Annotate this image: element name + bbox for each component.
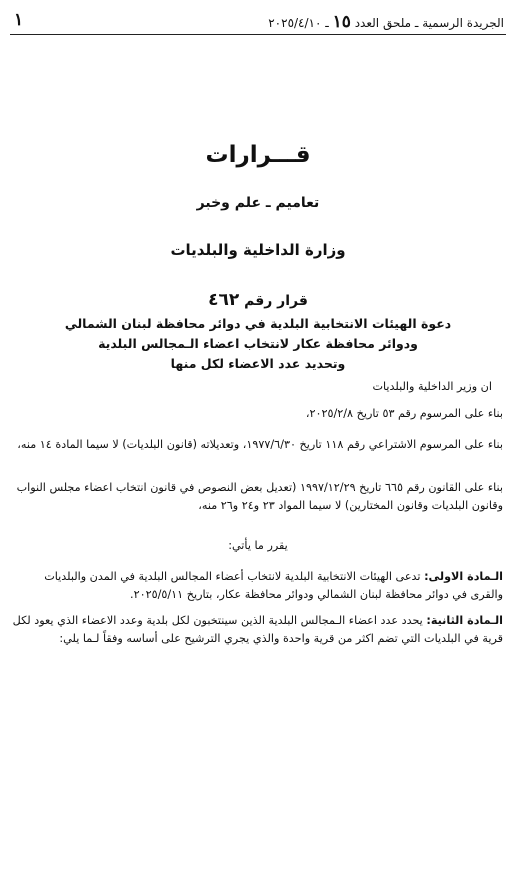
- issue-number: ١٥: [332, 12, 351, 32]
- decision-label: قرار رقم: [244, 293, 308, 309]
- ministry-name: وزارة الداخلية والبلديات: [170, 241, 346, 259]
- issue-date: ـ ٢٠٢٥/٤/١٠: [268, 16, 329, 30]
- minister-preamble: ان وزير الداخلية والبلديات: [372, 380, 492, 393]
- article-label: الـمادة الثانية:: [426, 614, 503, 627]
- recital-paragraph: بناء على المرسوم الاشتراعي رقم ١١٨ تاريخ ١٩٧٧/٦/٣٠، وتعديلاته (قانون البلديات) لا سيما المادة ١٤ منه،: [17, 438, 503, 451]
- running-title: [268, 12, 504, 32]
- article-paragraph: [12, 568, 503, 604]
- decision-title-line: وتحديد عدد الاعضاء لكل منها: [170, 356, 346, 371]
- publication-name: الجريدة الرسمية ـ ملحق العدد: [354, 16, 504, 30]
- decides-line: يقرر ما يأتي:: [228, 539, 288, 552]
- decision-number-value: ٤٦٢: [208, 290, 240, 310]
- section-subtitle: تعاميم ـ علم وخبر: [196, 195, 320, 211]
- article-paragraph: [12, 612, 503, 648]
- article-text: يحدد عدد اعضاء الـمجالس البلدية الذين سينتخبون لكل بلدية وعدد الاعضاء الذي يعود لكل قرية في البلديات التي تضم اكثر من قرية واحدة والذي يجري الترشيح على أساسه وفقاً لـما يلي:: [12, 614, 503, 645]
- article-text: تدعى الهيئات الانتخابية البلدية لانتخاب أعضاء المجالس البلدية في المدن والبلديات والقرى في دوائر محافظة لبنان الشمالي ودوائر محافظة عكار، بتاريخ ٢٠٢٥/٥/١١.: [44, 570, 503, 601]
- recital-paragraph: بناء على المرسوم رقم ٥٣ تاريخ ٢٠٢٥/٢/٨،: [305, 407, 503, 420]
- recital-paragraph: بناء على القانون رقم ٦٦٥ تاريخ ١٩٩٧/١٢/٢٩ (تعديل بعض النصوص في قانون انتخاب اعضاء مجلس النواب وقانون البلديات وقانون المختارين) لا سيما المواد ٢٣ و٢٤ و٢٦ منه،: [16, 481, 503, 512]
- article-label: الـمادة الاولى:: [424, 570, 503, 583]
- decision-title-line: ودوائر محافظة عكار لانتخاب اعضاء الـمجالس البلدية: [98, 336, 418, 351]
- page-number: ١: [14, 10, 24, 30]
- decision-number: [0, 290, 516, 310]
- section-title: قـــرارات: [205, 142, 311, 168]
- decision-title-line: دعوة الهيئات الانتخابية البلدية في دوائر محافظة لبنان الشمالي: [64, 316, 452, 331]
- page-header: [10, 8, 506, 35]
